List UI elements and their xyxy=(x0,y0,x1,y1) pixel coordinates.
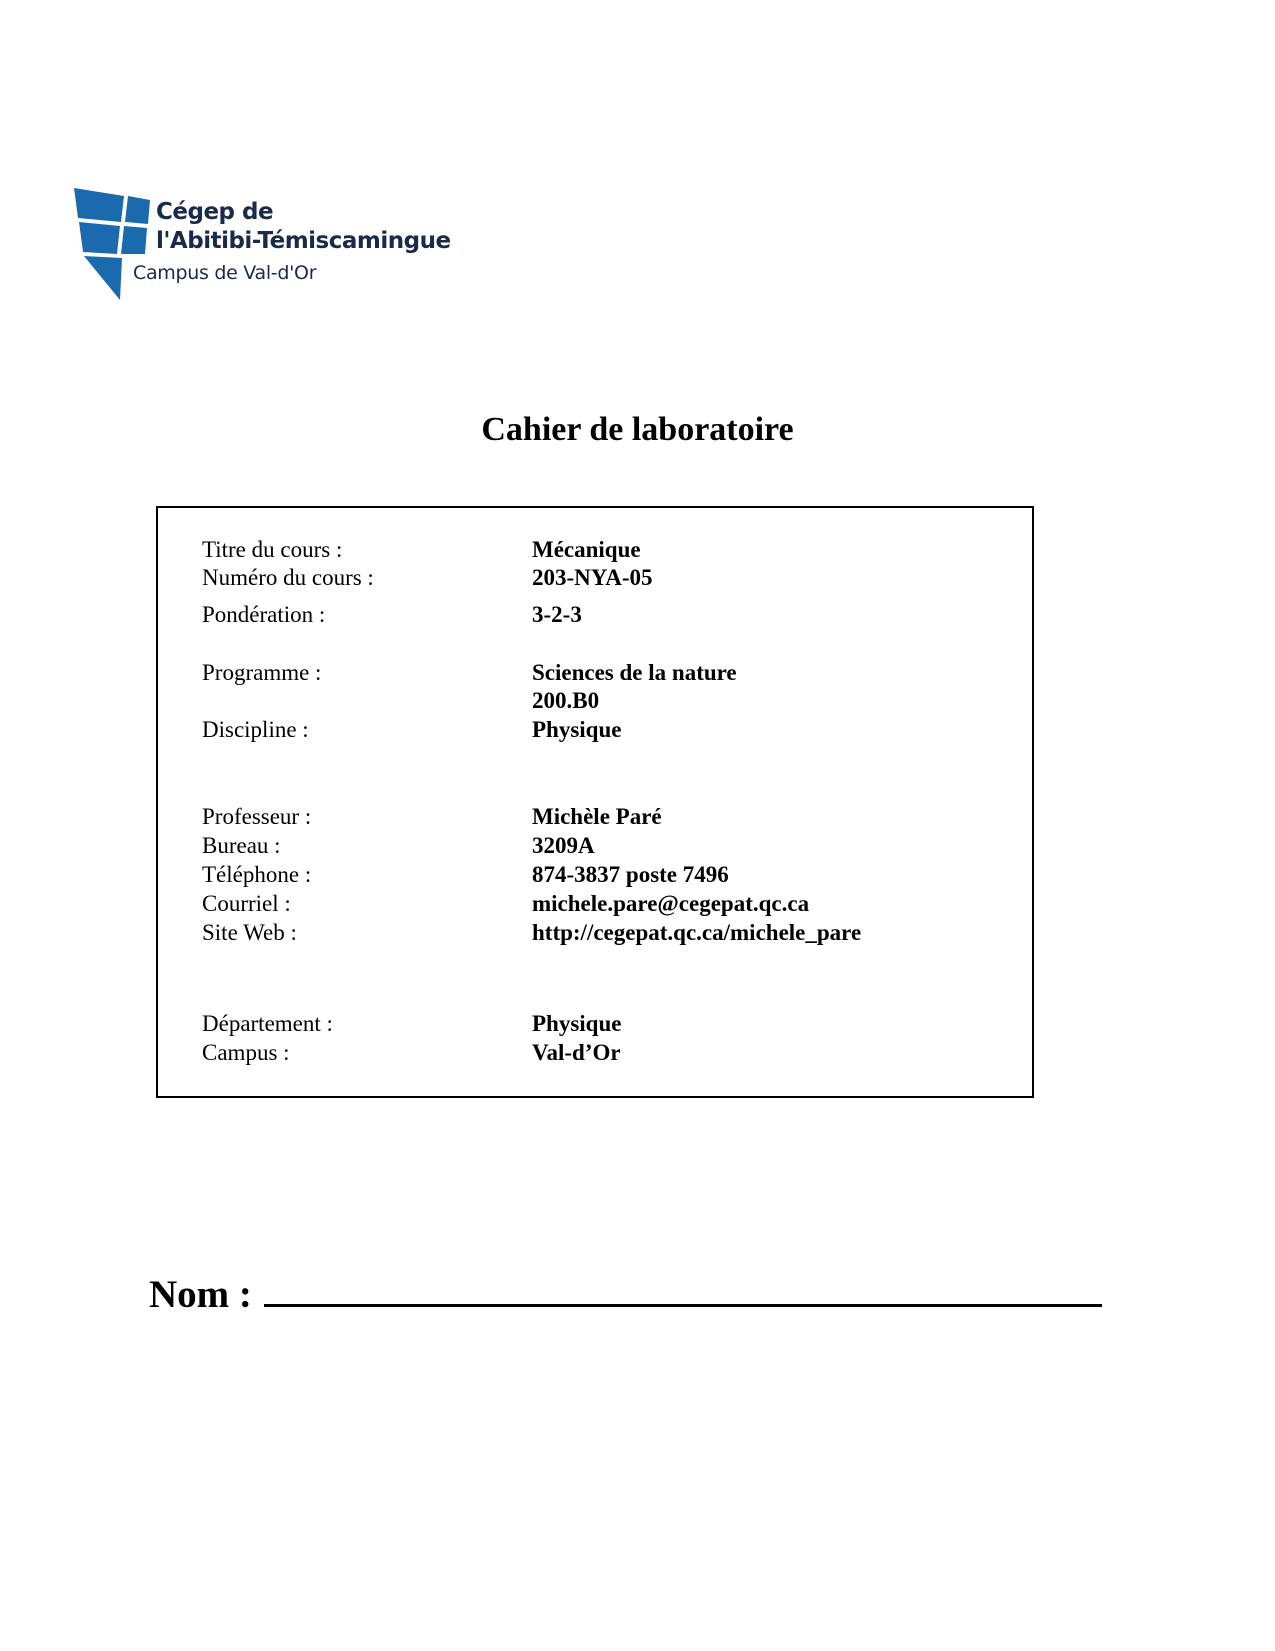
college-logo xyxy=(70,182,490,302)
professeur-label: Professeur : xyxy=(202,804,312,829)
ponderation-label: Pondération : xyxy=(202,602,326,627)
bureau-label: Bureau : xyxy=(202,833,281,858)
telephone-label: Téléphone : xyxy=(202,862,312,887)
name-label: Nom : xyxy=(149,1273,252,1316)
numero-value: 203-NYA-05 xyxy=(532,565,653,590)
campus-value: Val-d’Or xyxy=(532,1040,621,1065)
programme-label: Programme : xyxy=(202,660,322,685)
departement-value: Physique xyxy=(532,1011,622,1036)
document-title-text: Cahier de laboratoire xyxy=(481,411,794,448)
departement-label: Département : xyxy=(202,1011,333,1036)
courriel-value: michele.pare@cegepat.qc.ca xyxy=(532,891,810,916)
college-logo-text xyxy=(133,198,451,287)
courriel-label: Courriel : xyxy=(202,891,291,916)
siteweb-label: Site Web : xyxy=(202,920,297,945)
professeur-value: Michèle Paré xyxy=(532,804,662,829)
titre-value: Mécanique xyxy=(532,537,641,562)
numero-label: Numéro du cours : xyxy=(202,565,374,590)
discipline-value: Physique xyxy=(532,717,622,742)
programme-code: 200.B0 xyxy=(532,688,600,713)
discipline-label: Discipline : xyxy=(202,717,309,742)
bureau-value: 3209A xyxy=(532,833,595,858)
telephone-value: 874-3837 poste 7496 xyxy=(532,862,729,887)
ponderation-value: 3-2-3 xyxy=(532,602,582,627)
programme-value: Sciences de la nature xyxy=(532,660,737,685)
siteweb-value: http://cegepat.qc.ca/michele_pare xyxy=(532,920,862,945)
student-name-field xyxy=(149,1268,1102,1319)
logo-line-2: l'Abitibi-Témiscamingue xyxy=(156,228,451,254)
course-info-box xyxy=(156,506,1034,1098)
campus-label: Campus : xyxy=(202,1040,290,1065)
logo-line-3: Campus de Val-d'Or xyxy=(133,262,317,284)
logo-line-1: Cégep de xyxy=(156,199,274,225)
document-title xyxy=(0,410,1275,450)
titre-label: Titre du cours : xyxy=(202,537,343,562)
name-blank-line xyxy=(264,1268,1102,1307)
